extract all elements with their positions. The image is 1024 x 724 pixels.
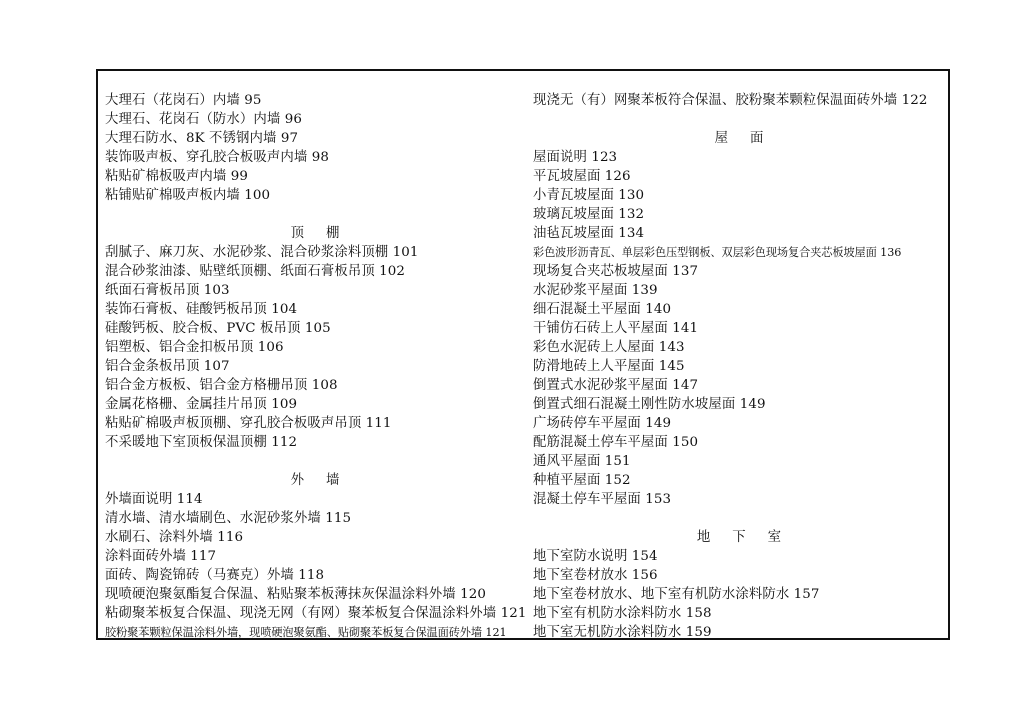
- list-item: 小青瓦坡屋面 130: [533, 188, 645, 203]
- list-item: 平瓦坡屋面 126: [533, 169, 631, 184]
- list-item: 装饰吸声板、穿孔胶合板吸声内墙 98: [105, 150, 329, 165]
- spacer: [105, 452, 525, 471]
- list-item: 彩色水泥砖上人屋面 143: [533, 340, 685, 355]
- section-heading-roof: 屋面: [714, 131, 786, 146]
- list-item: 装饰石膏板、硅酸钙板吊顶 104: [105, 302, 298, 317]
- left-column: [105, 91, 525, 642]
- list-item: 地下室卷材放水 156: [533, 568, 658, 583]
- list-item: 地下室防水说明 154: [533, 549, 658, 564]
- list-item: 彩色波形沥青瓦、单层彩色压型钢板、双层彩色现场复合夹芯板坡屋面 136: [533, 246, 902, 259]
- exterior-wall-list: [105, 490, 525, 642]
- list-item: 现场复合夹芯板坡屋面 137: [533, 264, 699, 279]
- interior-wall-list: [105, 91, 525, 205]
- list-item: 油毡瓦坡屋面 134: [533, 226, 645, 241]
- list-item: 干铺仿石砖上人平屋面 141: [533, 321, 699, 336]
- spacer: [105, 205, 525, 224]
- ceiling-list: [105, 243, 525, 452]
- spacer: [533, 110, 945, 129]
- list-item: 粘贴矿棉板吸声内墙 99: [105, 169, 249, 184]
- list-item: 倒置式水泥砂浆平屋面 147: [533, 378, 699, 393]
- list-item: 广场砖停车平屋面 149: [533, 416, 672, 431]
- list-item: 细石混凝土平屋面 140: [533, 302, 672, 317]
- list-item: 玻璃瓦坡屋面 132: [533, 207, 645, 222]
- list-item: 清水墙、清水墙刷色、水泥砂浆外墙 115: [105, 511, 352, 526]
- page-frame: [96, 69, 950, 640]
- section-heading-ceiling: 顶棚: [290, 226, 362, 241]
- list-item: 纸面石膏板吊顶 103: [105, 283, 230, 298]
- list-item: 现浇无（有）网聚苯板符合保温、胶粉聚苯颗粒保温面砖外墙 122: [533, 93, 928, 108]
- list-item: 面砖、陶瓷锦砖（马赛克）外墙 118: [105, 568, 325, 583]
- list-item: 种植平屋面 152: [533, 473, 631, 488]
- basement-list: [533, 547, 945, 642]
- right-column: [533, 91, 945, 642]
- list-item: 胶粉聚苯颗粒保温涂料外墙，现喷硬泡聚氨酯、贴砌聚苯板复合保温面砖外墙 121: [105, 626, 507, 639]
- list-item: 地下室卷材放水、地下室有机防水涂料防水 157: [533, 587, 820, 602]
- list-item: 粘砌聚苯板复合保温、现浇无网（有网）聚苯板复合保温涂料外墙 121: [105, 606, 527, 621]
- list-item: 地下室无机防水涂料防水 159: [533, 625, 712, 640]
- list-item: 混合砂浆油漆、贴壁纸顶棚、纸面石膏板吊顶 102: [105, 264, 406, 279]
- list-item: 硅酸钙板、胶合板、PVC 板吊顶 105: [105, 321, 331, 336]
- list-item: 通风平屋面 151: [533, 454, 631, 469]
- list-item: 水刷石、涂料外墙 116: [105, 530, 244, 545]
- spacer: [533, 509, 945, 528]
- list-item: 屋面说明 123: [533, 150, 618, 165]
- list-item: 铝合金条板吊顶 107: [105, 359, 230, 374]
- list-item: 铝合金方板板、铝合金方格栅吊顶 108: [105, 378, 338, 393]
- list-item: 不采暖地下室顶板保温顶棚 112: [105, 435, 298, 450]
- section-heading-exterior-wall: 外墙: [290, 473, 362, 488]
- list-item: 粘铺贴矿棉吸声板内墙 100: [105, 188, 271, 203]
- list-item: 大理石防水、8K 不锈钢内墙 97: [105, 131, 299, 146]
- list-item: 水泥砂浆平屋面 139: [533, 283, 658, 298]
- list-item: 防滑地砖上人平屋面 145: [533, 359, 685, 374]
- list-item: 现喷硬泡聚氨酯复合保温、粘贴聚苯板薄抹灰保温涂料外墙 120: [105, 587, 486, 602]
- list-item: 配筋混凝土停车平屋面 150: [533, 435, 699, 450]
- list-item: 涂料面砖外墙 117: [105, 549, 217, 564]
- list-item: 混凝土停车平屋面 153: [533, 492, 672, 507]
- list-item: 地下室有机防水涂料防水 158: [533, 606, 712, 621]
- list-item: 刮腻子、麻刀灰、水泥砂浆、混合砂浆涂料顶棚 101: [105, 245, 419, 260]
- list-item: 大理石（花岗石）内墙 95: [105, 93, 262, 108]
- list-item: 大理石、花岗石（防水）内墙 96: [105, 112, 302, 127]
- list-item: 倒置式细石混凝土刚性防水坡屋面 149: [533, 397, 766, 412]
- list-item: 金属花格栅、金属挂片吊顶 109: [105, 397, 298, 412]
- list-item: 铝塑板、铝合金扣板吊顶 106: [105, 340, 284, 355]
- list-item: 粘贴矿棉吸声板顶棚、穿孔胶合板吸声吊顶 111: [105, 416, 392, 431]
- section-heading-basement: 地下室: [696, 530, 804, 545]
- roof-list: [533, 148, 945, 509]
- list-item: 外墙面说明 114: [105, 492, 203, 507]
